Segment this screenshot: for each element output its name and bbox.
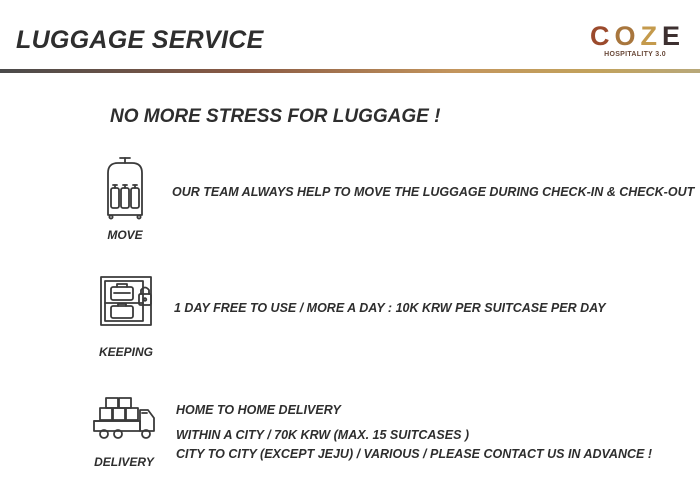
service-label-move: MOVE <box>107 228 143 242</box>
header-divider <box>0 69 700 73</box>
delivery-line-1: HOME TO HOME DELIVERY <box>176 403 341 417</box>
logo-letter: Z <box>640 21 663 51</box>
service-label-keeping: KEEPING <box>98 345 153 359</box>
delivery-line-2: WITHIN A CITY / 70K KRW (MAX. 15 SUITCASES ) <box>176 428 470 442</box>
delivery-truck-icon <box>92 396 156 447</box>
luggage-cart-icon <box>102 155 148 224</box>
page-title: LUGGAGE SERVICE <box>16 26 264 54</box>
logo-letter: E <box>662 21 686 51</box>
keeping-description: 1 DAY FREE TO USE / MORE A DAY : 10K KRW PER SUITCASE PER DAY <box>174 301 606 315</box>
headline: NO MORE STRESS FOR LUGGAGE ! <box>110 106 441 127</box>
delivery-line-3: CITY TO CITY (EXCEPT JEJU) / VARIOUS / PLEASE CONTACT US IN ADVANCE ! <box>176 447 652 461</box>
coze-logo <box>585 22 685 72</box>
locker-icon <box>99 275 153 332</box>
service-label-delivery: DELIVERY <box>94 455 154 469</box>
logo-letter: O <box>614 21 641 51</box>
move-description: OUR TEAM ALWAYS HELP TO MOVE THE LUGGAGE DURING CHECK-IN & CHECK-OUT <box>172 185 695 199</box>
logo-letter: C <box>590 21 615 51</box>
logo-subtitle: HOSPITALITY 3.0 <box>604 51 666 58</box>
logo-wordmark <box>585 22 685 50</box>
